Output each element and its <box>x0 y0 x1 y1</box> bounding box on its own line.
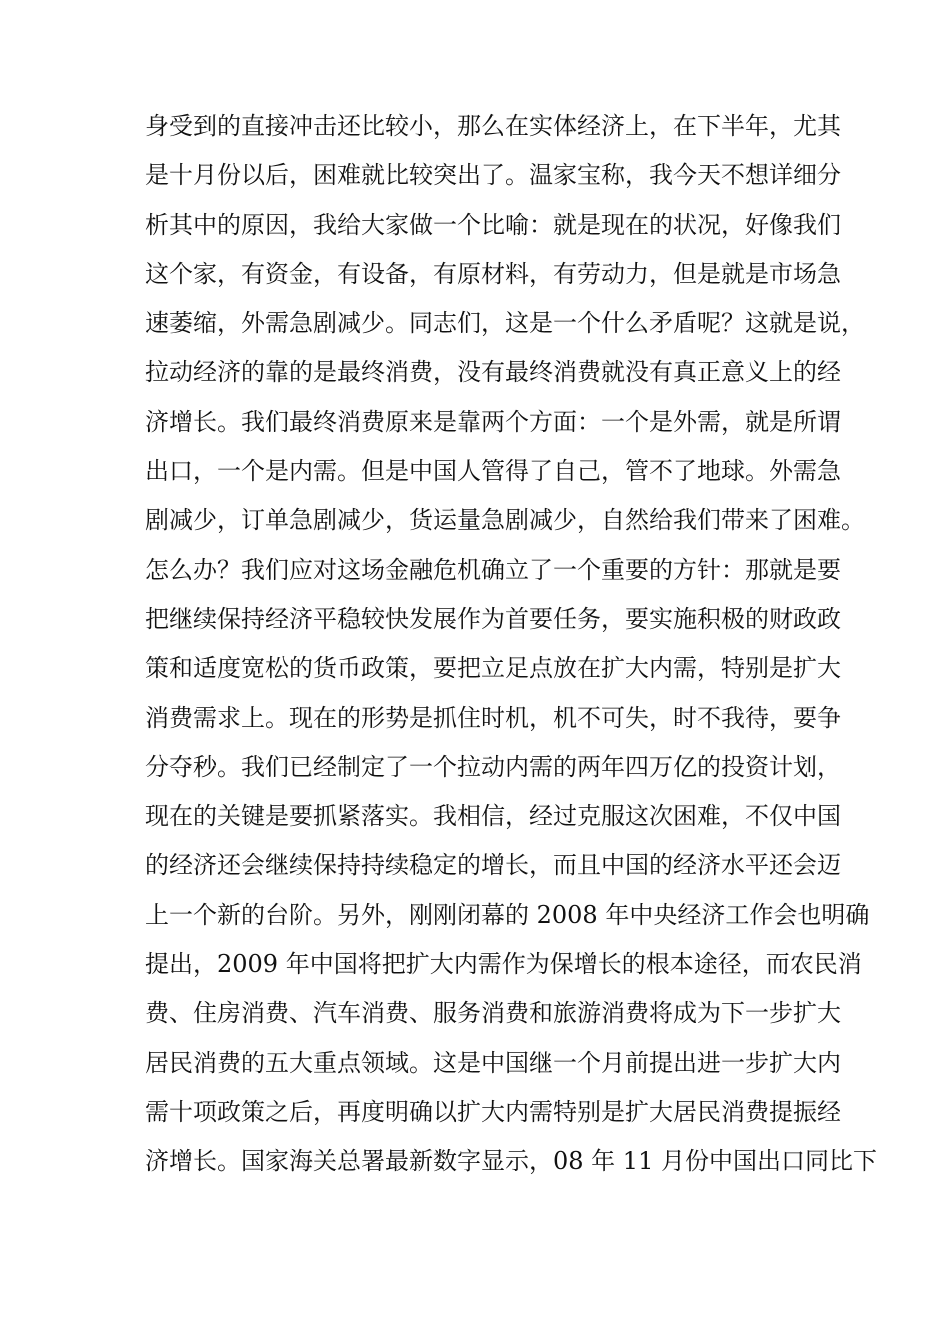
text-line: 济增长。我们最终消费原来是靠两个方面：一个是外需，就是所谓 <box>145 407 841 436</box>
text-line: 把继续保持经济平稳较快发展作为首要任务，要实施积极的财政政 <box>145 604 841 633</box>
text-line: 济增长。国家海关总署最新数字显示，08 年 11 月份中国出口同比下 <box>145 1147 877 1176</box>
text-line: 这个家，有资金，有设备，有原材料，有劳动力，但是就是市场急 <box>145 259 841 288</box>
text-line: 剧减少，订单急剧减少，货运量急剧减少，自然给我们带来了困难。 <box>145 506 865 535</box>
text-line: 析其中的原因，我给大家做一个比喻：就是现在的状况，好像我们 <box>145 210 841 239</box>
text-line: 拉动经济的靠的是最终消费，没有最终消费就没有真正意义上的经 <box>145 358 841 387</box>
text-line: 费、住房消费、汽车消费、服务消费和旅游消费将成为下一步扩大 <box>145 999 841 1028</box>
text-line: 速萎缩，外需急剧减少。同志们，这是一个什么矛盾呢？这就是说， <box>145 309 865 338</box>
text-line: 策和适度宽松的货币政策，要把立足点放在扩大内需，特别是扩大 <box>145 654 841 683</box>
text-line: 是十月份以后，困难就比较突出了。温家宝称，我今天不想详细分 <box>145 161 841 190</box>
text-line: 的经济还会继续保持持续稳定的增长，而且中国的经济水平还会迈 <box>145 851 841 880</box>
text-line: 居民消费的五大重点领域。这是中国继一个月前提出进一步扩大内 <box>145 1048 841 1077</box>
text-line: 出口，一个是内需。但是中国人管得了自己，管不了地球。外需急 <box>145 457 841 486</box>
text-line: 怎么办？我们应对这场金融危机确立了一个重要的方针：那就是要 <box>145 555 841 584</box>
text-line: 提出，2009 年中国将把扩大内需作为保增长的根本途径，而农民消 <box>145 950 862 979</box>
body-text <box>145 102 877 1187</box>
text-line: 消费需求上。现在的形势是抓住时机，机不可失，时不我待，要争 <box>145 703 841 732</box>
text-line: 现在的关键是要抓紧落实。我相信，经过克服这次困难，不仅中国 <box>145 802 841 831</box>
text-line: 上一个新的台阶。另外，刚刚闭幕的 2008 年中央经济工作会也明确 <box>145 900 870 929</box>
text-line: 分夺秒。我们已经制定了一个拉动内需的两年四万亿的投资计划， <box>145 752 841 781</box>
text-line: 需十项政策之后，再度明确以扩大内需特别是扩大居民消费提振经 <box>145 1097 841 1126</box>
text-line: 身受到的直接冲击还比较小，那么在实体经济上，在下半年，尤其 <box>145 112 841 140</box>
